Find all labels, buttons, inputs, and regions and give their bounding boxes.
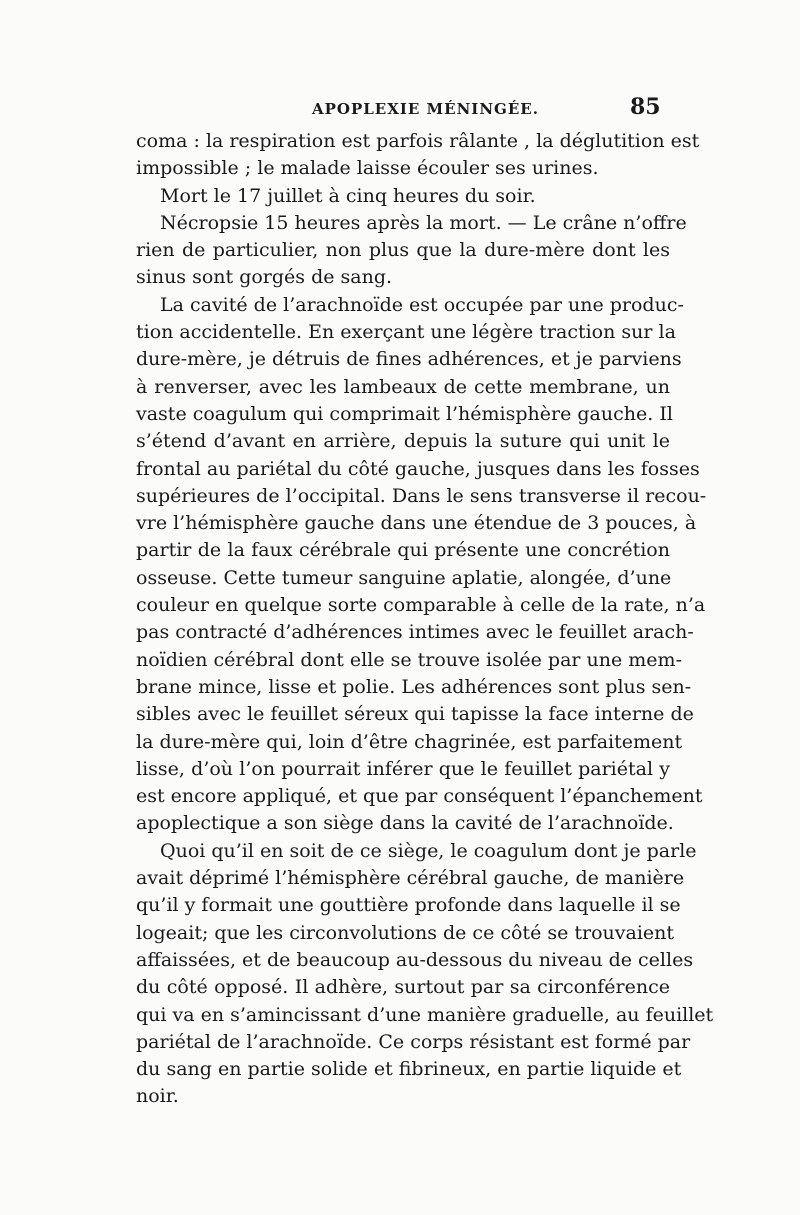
text-line: osseuse. Cette tumeur sanguine aplatie, alongée, d’une	[136, 566, 672, 589]
text-line: dure-mère, je détruis de fines adhérences, et je parviens	[136, 348, 682, 371]
text-line: supérieures de l’occipital. Dans le sens transverse il recou-	[136, 484, 707, 507]
text-line: lisse, d’où l’on pourrait inférer que le feuillet pariétal y	[136, 757, 670, 780]
text-line: sibles avec le feuillet séreux qui tapisse la face interne de	[136, 703, 694, 726]
text-line: Quoi qu’il en soit de ce siège, le coagulum dont je parle	[160, 839, 697, 862]
text-line: avait déprimé l’hémisphère cérébral gauche, de manière	[136, 867, 685, 890]
running-header	[0, 94, 800, 124]
text-line: qu’il y formait une gouttière profonde dans laquelle il se	[136, 894, 681, 917]
text-line: Nécropsie 15 heures après la mort. — Le crâne n’offre	[160, 211, 687, 234]
text-line: du sang en partie solide et fibrineux, en partie liquide et	[136, 1058, 682, 1081]
text-line: noïdien cérébral dont elle se trouve isolée par une mem-	[136, 648, 682, 671]
text-line: à renverser, avec les lambeaux de cette membrane, un	[136, 375, 670, 398]
text-line: qui va en s’amincissant d’une manière graduelle, au feuillet	[136, 1003, 714, 1026]
text-line: apoplectique a son siège dans la cavité de l’arachnoïde.	[136, 812, 674, 835]
text-line: pariétal de l’arachnoïde. Ce corps résistant est formé par	[136, 1030, 691, 1053]
text-line: impossible ; le malade laisse écouler ses urines.	[136, 157, 599, 180]
text-line: brane mince, lisse et polie. Les adhérences sont plus sen-	[136, 675, 692, 698]
text-line: est encore appliqué, et que par conséquent l’épanchement	[136, 785, 703, 808]
text-line: partir de la faux cérébrale qui présente une concrétion	[136, 539, 670, 562]
text-line: la dure-mère qui, loin d’être chagrinée, est parfaitement	[136, 730, 683, 753]
text-line: sinus sont gorgés de sang.	[136, 266, 393, 289]
text-line: du côté opposé. Il adhère, surtout par sa circonférence	[136, 976, 670, 999]
text-line: noir.	[136, 1085, 179, 1108]
text-line: La cavité de l’arachnoïde est occupée par une produc-	[160, 293, 684, 316]
text-line: logeait; que les circonvolutions de ce côté se trouvaient	[136, 921, 675, 944]
text-line: s’étend d’avant en arrière, depuis la suture qui unit le	[136, 430, 670, 453]
text-line: vre l’hémisphère gauche dans une étendue de 3 pouces, à	[136, 512, 697, 535]
body-text	[136, 128, 714, 1111]
text-line: rien de particulier, non plus que la dure-mère dont les	[136, 239, 670, 262]
text-line: couleur en quelque sorte comparable à celle de la rate, n’a	[136, 594, 706, 617]
text-line: coma : la respiration est parfois râlante , la déglutition est	[136, 130, 700, 152]
running-title: APOPLEXIE MÉNINGÉE.	[312, 100, 539, 118]
text-line: Mort le 17 juillet à cinq heures du soir.	[160, 184, 536, 207]
text-line: tion accidentelle. En exerçant une légère traction sur la	[136, 321, 676, 344]
text-line: pas contracté d’adhérences intimes avec le feuillet arach-	[136, 621, 694, 644]
text-line: vaste coagulum qui comprimait l’hémisphère gauche. Il	[136, 402, 673, 425]
page-number: 85	[630, 94, 661, 120]
text-line: affaissées, et de beaucoup au-dessous du niveau de celles	[136, 948, 694, 971]
text-line: frontal au pariétal du côté gauche, jusques dans les fosses	[136, 457, 700, 480]
